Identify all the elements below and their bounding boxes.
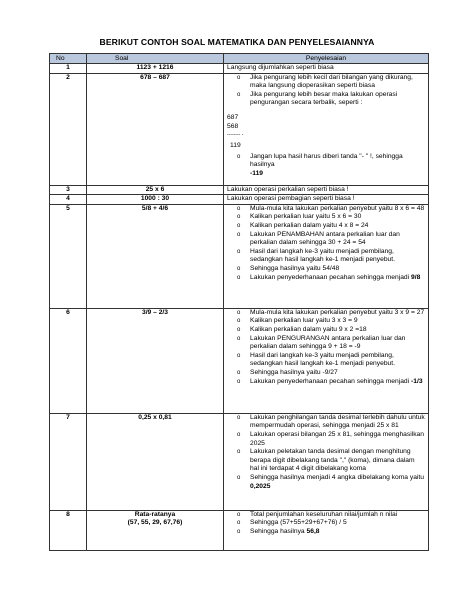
solution-cell: [224, 413, 429, 510]
list-item: o Lakukan operasi bilangan 25 x 81, sehingga menghasilkan 2025: [227, 431, 425, 448]
row-number: 4: [50, 195, 87, 205]
list-item-text: Sehingga hasilnya: [250, 527, 305, 535]
list-item-text: Lakukan penyederhanaan pecahan sehingga menjadi: [250, 377, 410, 385]
question-cell: 25 x 6: [87, 185, 224, 195]
solution-cell: [224, 73, 429, 185]
page-title: BERIKUT CONTOH SOAL MATEMATIKA DAN PENYELESAIANNYA: [99, 37, 375, 47]
list-item: o Mula-mula kita lakukan perkalian penyebut yaitu 8 x 6 = 48: [227, 205, 425, 214]
header-soal: Soal: [87, 54, 224, 64]
table-row: [50, 185, 429, 195]
list-item: [227, 274, 425, 283]
list-item: o Sehingga hasilnya menjadi 4 angka dibelakang koma yaitu: [227, 474, 425, 483]
list-item: o Sehingga hasilnya yaitu -9/27: [227, 369, 425, 378]
question-cell: 678 – 687: [87, 73, 224, 185]
result-value: 56,8: [306, 527, 320, 535]
row-number: 2: [50, 73, 87, 185]
header-penyelesaian: Penyelesaian: [224, 54, 429, 64]
table-row: [50, 413, 429, 510]
list-item: o Sehingga hasilnya yaitu 54/48: [227, 265, 425, 274]
table-row: [50, 308, 429, 413]
list-item: o Hasil dari langkah ke-3 yaitu menjadi pembilang, sedangkan hasil langkah ke-1 menjadi penyebut.: [227, 248, 425, 265]
row-number: 6: [50, 308, 87, 413]
solution-cell: Lakukan operasi pembagian seperti biasa !: [224, 195, 429, 205]
table-row: [50, 73, 429, 185]
work-line: -------- -: [227, 132, 244, 139]
table-row: [50, 204, 429, 308]
list-item: o Total penjumlahan keseluruhan nilai/jumlah n nilai: [227, 511, 425, 520]
row-number: 5: [50, 204, 87, 308]
list-item: o Jika pengurang lebih besar maka lakukan operasi pengurangan secara terbalik, seperti :: [227, 91, 425, 108]
solution-cell: [224, 308, 429, 413]
list-item: o Kalikan perkalian luar yaitu 5 x 6 = 30: [227, 213, 425, 222]
table-header-row: [50, 54, 429, 64]
list-item-text: Lakukan penyederhanaan pecahan sehingga menjadi: [250, 273, 410, 281]
solution-cell: Lakukan operasi perkalian seperti biasa !: [224, 185, 429, 195]
list-item: [227, 528, 425, 537]
question-text: Rata-ratanya: [134, 510, 176, 518]
result-value: 9/8: [411, 273, 421, 281]
row-number: 1: [50, 64, 87, 74]
row-number: 7: [50, 413, 87, 510]
table-row: [50, 64, 429, 74]
solution-cell: Langsung dijumlahkan seperti biasa: [224, 64, 429, 74]
question-cell: 3/9 – 2/3: [87, 308, 224, 413]
list-item: o Lakukan peletakan tanda desimal dengan menghitung berapa digit dibelakang tanda "," (koma), dimana dalam hal ini terdapat 4 digit dibelakang koma: [227, 448, 425, 474]
list-item: o Kalikan perkalian dalam yaitu 9 x 2 =18: [227, 326, 425, 335]
work-line: 568: [227, 122, 239, 130]
result-value: -1/3: [411, 377, 423, 385]
question-subtext: (57, 55, 29, 67,76): [127, 519, 183, 527]
table-row: [50, 195, 429, 205]
list-item: o Kalikan perkalian luar yaitu 3 x 3 = 9: [227, 317, 425, 326]
solution-cell: [224, 510, 429, 550]
question-cell: 5/8 + 4/6: [87, 204, 224, 308]
list-item: o Kalikan perkalian dalam yaitu 4 x 8 = 24: [227, 222, 425, 231]
list-item: o Sehingga (57+55+29+67+76) / 5: [227, 519, 425, 528]
row-number: 8: [50, 510, 87, 550]
result-value: -119: [250, 169, 264, 177]
list-item: o Hasil dari langkah ke-3 yaitu menjadi pembilang, sedangkan hasil langkah ke-1 menjadi penyebut.: [227, 352, 425, 369]
table-row: [50, 510, 429, 550]
list-item: [227, 378, 425, 387]
list-item: o Lakukan PENAMBAHAN antara perkalian luar dan perkalian dalam sehingga 30 + 24 = 54: [227, 231, 425, 248]
work-line: 119: [230, 142, 241, 150]
solutions-table: [49, 53, 429, 551]
solution-cell: [224, 204, 429, 308]
work-line: 687: [227, 113, 239, 121]
question-cell: 1123 + 1216: [87, 64, 224, 74]
question-cell: 1000 : 30: [87, 195, 224, 205]
list-item: o Lakukan PENGURANGAN antara perkalian luar dan perkalian dalam sehingga 9 + 18 = -9: [227, 335, 425, 352]
list-item: o Lakukan penghilangan tanda desimal terlebih dahulu untuk mempermudah operasi, sehingga menjadi 25 x 81: [227, 414, 425, 431]
list-item: o Jangan lupa hasil harus diberi tanda "- " !, sehingga hasilnya: [227, 153, 425, 170]
result-value: 0,2025: [250, 482, 271, 490]
header-no: No: [50, 54, 87, 64]
question-cell: 0,25 x 0,81: [87, 413, 224, 510]
list-item: o Mula-mula kita lakukan perkalian penyebut yaitu 3 x 9 = 27: [227, 309, 425, 318]
row-number: 3: [50, 185, 87, 195]
question-cell: [87, 510, 224, 550]
list-item: o Jika pengurang lebih kecil dari bilangan yang dikurang, maka langsung dioperasikan seperti biasa: [227, 74, 425, 91]
